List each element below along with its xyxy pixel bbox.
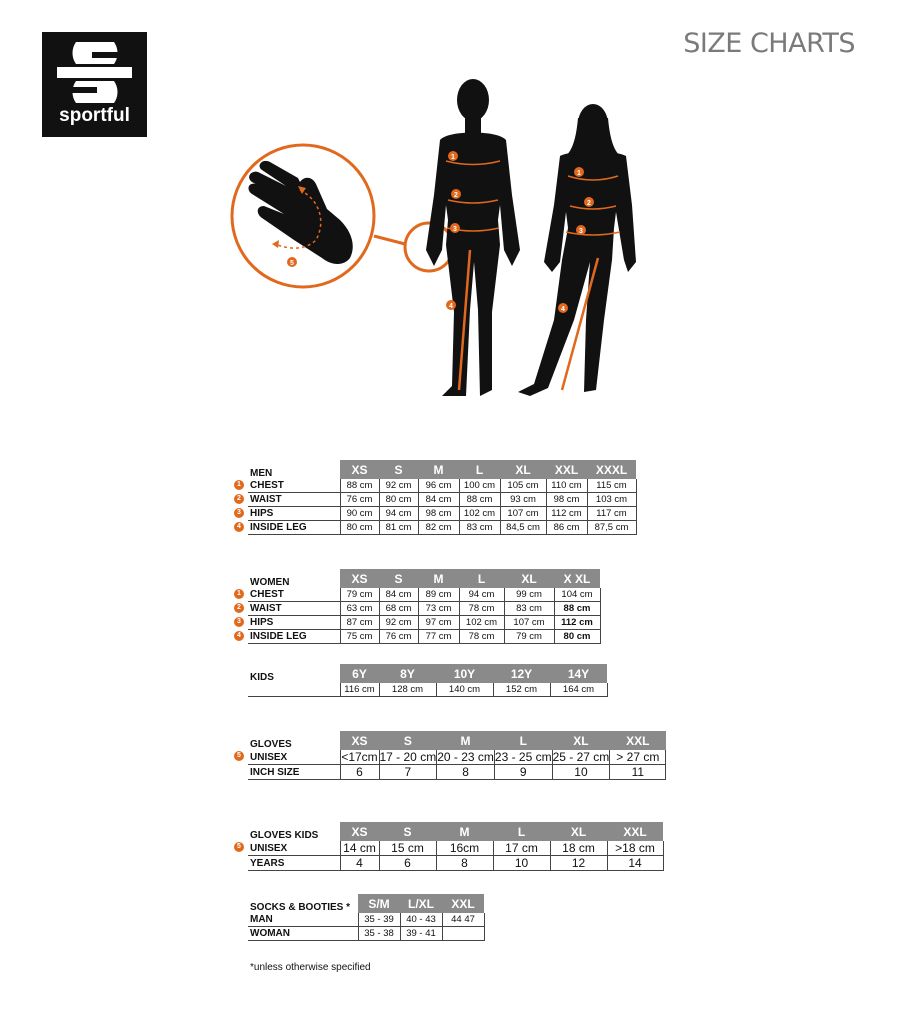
measurement-marker-icon: 5 — [234, 751, 244, 761]
size-header: M — [436, 822, 493, 841]
table-cell: 84 cm — [418, 493, 459, 507]
table-cell: 105 cm — [500, 479, 546, 493]
table-cell: 104 cm — [554, 588, 600, 602]
table-cell: 6 — [379, 856, 436, 871]
row-label: CHEST 1 — [248, 479, 340, 493]
table-cell: 35 - 39 — [358, 913, 400, 927]
row-label: YEARS — [248, 856, 340, 871]
svg-text:2: 2 — [454, 192, 458, 199]
size-header: XL — [504, 569, 554, 588]
measurement-marker-icon: 1 — [234, 589, 244, 599]
svg-text:5: 5 — [290, 260, 294, 267]
table-cell: 40 - 43 — [400, 913, 442, 927]
table-cell: 80 cm — [340, 521, 379, 535]
table-cell: 84 cm — [379, 588, 418, 602]
svg-text:2: 2 — [587, 200, 591, 207]
table-row — [248, 750, 666, 765]
table-row — [248, 683, 607, 697]
table-cell: 9 — [494, 765, 552, 780]
size-header: L — [494, 731, 552, 750]
table-cell: 92 cm — [379, 616, 418, 630]
svg-text:1: 1 — [451, 154, 455, 161]
table-row — [248, 765, 666, 780]
table-cell: 88 cm — [459, 493, 500, 507]
size-header: XS — [340, 731, 379, 750]
size-header: S — [379, 569, 418, 588]
table-row — [248, 616, 600, 630]
table-cell: 94 cm — [379, 507, 418, 521]
size-header: L — [459, 569, 504, 588]
size-header: M — [418, 460, 459, 479]
table-cell: 7 — [379, 765, 437, 780]
table-cell: 63 cm — [340, 602, 379, 616]
table-cell: 73 cm — [418, 602, 459, 616]
size-header: M — [418, 569, 459, 588]
table-cell: 86 cm — [546, 521, 587, 535]
table-cell: 78 cm — [459, 602, 504, 616]
table-cell: 89 cm — [418, 588, 459, 602]
table-cell: 75 cm — [340, 630, 379, 644]
table-cell: 12 — [550, 856, 607, 871]
kids-size-table — [248, 664, 608, 697]
table-cell: 11 — [610, 765, 666, 780]
svg-text:4: 4 — [449, 303, 453, 310]
men-size-table — [237, 460, 637, 535]
table-cell: 102 cm — [459, 616, 504, 630]
table-cell: 79 cm — [504, 630, 554, 644]
table-cell: 76 cm — [379, 630, 418, 644]
size-header: XS — [340, 569, 379, 588]
table-cell: 92 cm — [379, 479, 418, 493]
women-table-title: WOMEN — [250, 577, 290, 588]
table-cell: 97 cm — [418, 616, 459, 630]
table-row — [248, 841, 663, 856]
table-cell: 80 cm — [379, 493, 418, 507]
table-row — [248, 507, 636, 521]
table-cell: 103 cm — [587, 493, 636, 507]
size-header: 14Y — [550, 664, 607, 683]
table-cell: 14 cm — [340, 841, 379, 856]
table-cell — [442, 927, 484, 941]
size-header: S — [379, 460, 418, 479]
size-header: L — [459, 460, 500, 479]
row-label — [248, 683, 340, 697]
row-label: INSIDE LEG 4 — [248, 521, 340, 535]
table-cell: 83 cm — [504, 602, 554, 616]
page-title: SIZE CHARTS — [683, 28, 855, 59]
size-header: XXL — [610, 731, 666, 750]
table-cell: 10 — [493, 856, 550, 871]
table-cell: 8 — [436, 856, 493, 871]
size-header: XL — [500, 460, 546, 479]
measurement-marker-icon: 4 — [234, 631, 244, 641]
table-cell: 39 - 41 — [400, 927, 442, 941]
table-cell: 140 cm — [436, 683, 493, 697]
row-label: WOMAN — [248, 927, 358, 941]
table-row — [248, 493, 636, 507]
table-cell: 23 - 25 cm — [494, 750, 552, 764]
size-header: XXL — [442, 894, 484, 913]
table-cell: 164 cm — [550, 683, 607, 697]
kids-table-title: KIDS — [250, 672, 274, 683]
table-cell: 84,5 cm — [500, 521, 546, 535]
row-label: WAIST 2 — [248, 493, 340, 507]
table-cell: 90 cm — [340, 507, 379, 521]
table-cell: 87,5 cm — [587, 521, 636, 535]
table-row — [248, 630, 600, 644]
socks-size-table — [248, 894, 485, 941]
table-row — [248, 927, 484, 941]
measurement-marker-icon: 2 — [234, 494, 244, 504]
size-header: 10Y — [436, 664, 493, 683]
table-cell: 87 cm — [340, 616, 379, 630]
size-header: 8Y — [379, 664, 436, 683]
size-header: 6Y — [340, 664, 379, 683]
table-cell: 112 cm — [554, 616, 600, 630]
table-row — [248, 856, 663, 871]
table-cell: 20 - 23 cm — [437, 750, 494, 764]
size-header: L/XL — [400, 894, 442, 913]
table-cell: 117 cm — [587, 507, 636, 521]
gloves-kids-size-table — [237, 822, 664, 871]
row-label: INCH SIZE — [248, 765, 340, 780]
table-cell: 94 cm — [459, 588, 504, 602]
table-cell: 18 cm — [550, 841, 607, 856]
size-header: 12Y — [493, 664, 550, 683]
table-cell: 68 cm — [379, 602, 418, 616]
table-cell: 25 - 27 cm — [552, 750, 610, 764]
size-header: L — [493, 822, 550, 841]
measurement-marker-icon: 5 — [234, 842, 244, 852]
table-cell: 128 cm — [379, 683, 436, 697]
svg-text:1: 1 — [577, 170, 581, 177]
svg-text:4: 4 — [561, 306, 565, 313]
table-cell: 107 cm — [500, 507, 546, 521]
size-header: XL — [552, 731, 610, 750]
socks-table-title: SOCKS & BOOTIES * — [250, 902, 351, 913]
row-label: INSIDE LEG 4 — [248, 630, 340, 644]
table-cell: 17 cm — [493, 841, 550, 856]
size-header: M — [437, 731, 495, 750]
table-cell: 14 — [607, 856, 663, 871]
measurement-marker-icon: 3 — [234, 508, 244, 518]
table-cell: 35 - 38 — [358, 927, 400, 941]
measurement-marker-icon: 1 — [234, 480, 244, 490]
size-header: S/M — [358, 894, 400, 913]
measurement-marker-icon: 4 — [234, 522, 244, 532]
size-header: XXL — [546, 460, 587, 479]
body-measurement-diagram — [0, 0, 917, 420]
row-label: UNISEX 5 — [248, 750, 340, 765]
man-silhouette — [426, 79, 520, 396]
table-cell: 17 - 20 cm — [379, 750, 437, 764]
table-row — [248, 521, 636, 535]
table-cell: 110 cm — [546, 479, 587, 493]
table-row — [248, 913, 484, 927]
women-size-table — [237, 569, 601, 644]
row-label: HIPS 3 — [248, 616, 340, 630]
size-header: S — [379, 822, 436, 841]
brand-name: sportful — [59, 105, 130, 126]
table-cell: 116 cm — [340, 683, 379, 697]
table-cell: 152 cm — [493, 683, 550, 697]
size-header: XS — [340, 460, 379, 479]
table-cell: 76 cm — [340, 493, 379, 507]
table-cell: 44 47 — [442, 913, 484, 927]
size-header: XS — [340, 822, 379, 841]
woman-silhouette — [518, 104, 636, 396]
table-cell: 115 cm — [587, 479, 636, 493]
table-cell: 78 cm — [459, 630, 504, 644]
measurement-marker-icon: 2 — [234, 603, 244, 613]
table-cell: 100 cm — [459, 479, 500, 493]
measurement-marker-icon: 3 — [234, 617, 244, 627]
size-header: S — [379, 731, 437, 750]
svg-text:3: 3 — [579, 228, 583, 235]
table-cell: 96 cm — [418, 479, 459, 493]
table-cell: 80 cm — [554, 630, 600, 644]
table-cell: 4 — [340, 856, 379, 871]
row-label: CHEST 1 — [248, 588, 340, 602]
table-cell: 88 cm — [340, 479, 379, 493]
table-cell: 10 — [552, 765, 610, 780]
size-header: XXL — [607, 822, 663, 841]
table-cell: 16cm — [436, 841, 493, 856]
svg-text:3: 3 — [453, 226, 457, 233]
gloves-table-title: GLOVES — [250, 739, 292, 750]
table-cell: 6 — [340, 765, 379, 780]
table-cell: 79 cm — [340, 588, 379, 602]
footnote: *unless otherwise specified — [250, 962, 371, 973]
table-row — [248, 588, 600, 602]
table-cell: 98 cm — [418, 507, 459, 521]
row-label: HIPS 3 — [248, 507, 340, 521]
table-cell: 99 cm — [504, 588, 554, 602]
table-cell: 98 cm — [546, 493, 587, 507]
gloves-kids-table-title: GLOVES KIDS — [250, 830, 319, 841]
table-cell: 83 cm — [459, 521, 500, 535]
table-cell: 107 cm — [504, 616, 554, 630]
table-cell: 15 cm — [379, 841, 436, 856]
table-cell: 81 cm — [379, 521, 418, 535]
gloves-size-table — [237, 731, 666, 780]
size-header: X XL — [554, 569, 600, 588]
table-cell: 112 cm — [546, 507, 587, 521]
table-cell: 102 cm — [459, 507, 500, 521]
table-cell: 93 cm — [500, 493, 546, 507]
table-cell: 88 cm — [554, 602, 600, 616]
table-cell: <17cm — [341, 750, 378, 764]
table-row — [248, 602, 600, 616]
table-cell: 8 — [437, 765, 495, 780]
table-cell: >18 cm — [607, 841, 663, 856]
table-cell: 82 cm — [418, 521, 459, 535]
size-header: XXXL — [587, 460, 636, 479]
table-cell: 77 cm — [418, 630, 459, 644]
row-label: MAN — [248, 913, 358, 927]
table-cell: > 27 cm — [610, 750, 666, 765]
size-header: XL — [550, 822, 607, 841]
table-row — [248, 479, 636, 493]
row-label: WAIST 2 — [248, 602, 340, 616]
men-table-title: MEN — [250, 468, 273, 479]
row-label: UNISEX 5 — [248, 841, 340, 856]
